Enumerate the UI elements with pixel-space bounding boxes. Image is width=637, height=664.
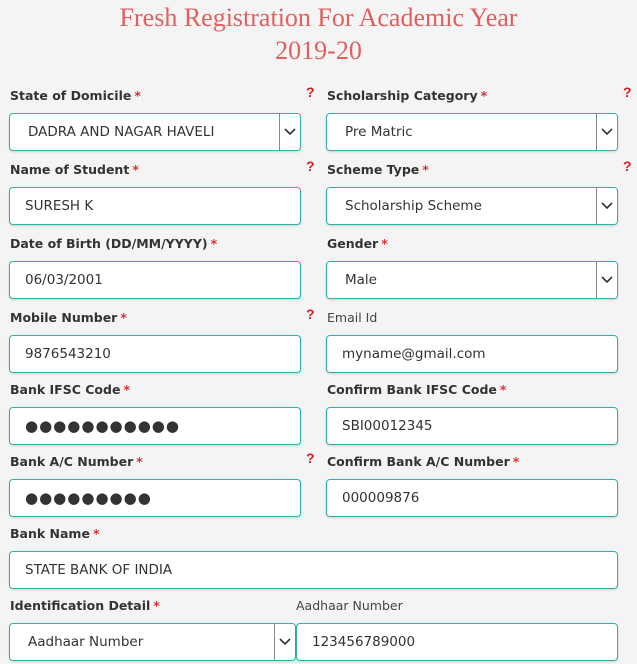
gender-label: Gender * [327, 236, 388, 251]
help-icon[interactable]: ? [623, 158, 632, 174]
scholarship-category-label: Scholarship Category * [327, 88, 488, 103]
scheme-type-select[interactable] [326, 187, 618, 225]
chevron-down-icon[interactable] [596, 114, 617, 150]
bank-name-label: Bank Name * [10, 526, 100, 541]
confirm-bank-ac-number-label: Confirm Bank A/C Number * [327, 454, 520, 469]
gender-select[interactable] [326, 261, 618, 299]
email-id-input[interactable]: myname@gmail.com [326, 335, 618, 373]
scheme-type-label: Scheme Type * [327, 162, 429, 177]
help-icon[interactable]: ? [306, 306, 315, 322]
help-icon[interactable]: ? [623, 84, 632, 100]
email-id-label: Email Id [327, 310, 378, 325]
bank-ac-number-label: Bank A/C Number * [10, 454, 143, 469]
confirm-bank-ac-number-input[interactable]: 000009876 [326, 479, 618, 517]
state-of-domicile-select[interactable] [9, 113, 301, 151]
identification-detail-value: Aadhaar Number [28, 634, 144, 650]
scholarship-category-value: Pre Matric [345, 124, 413, 140]
aadhaar-number-input[interactable]: 123456789000 [296, 623, 618, 661]
bank-ifsc-input[interactable]: ●●●●●●●●●●● [9, 407, 301, 445]
date-of-birth-input[interactable]: 06/03/2001 [9, 261, 301, 299]
confirm-bank-ifsc-input[interactable]: SBI00012345 [326, 407, 618, 445]
chevron-down-icon[interactable] [279, 114, 300, 150]
gender-value: Male [345, 272, 377, 288]
name-of-student-label: Name of Student * [10, 162, 139, 177]
bank-name-input[interactable]: STATE BANK OF INDIA [9, 551, 618, 589]
confirm-bank-ifsc-label: Confirm Bank IFSC Code * [327, 382, 507, 397]
date-of-birth-label: Date of Birth (DD/MM/YYYY) * [10, 236, 218, 251]
state-of-domicile-value: DADRA AND NAGAR HAVELI [28, 124, 215, 140]
academic-year-title: 2019-20 [275, 36, 362, 65]
name-of-student-input[interactable]: SURESH K [9, 187, 301, 225]
state-of-domicile-label: State of Domicile * [10, 88, 141, 103]
help-icon[interactable]: ? [306, 84, 315, 100]
scheme-type-value: Scholarship Scheme [345, 198, 482, 214]
chevron-down-icon[interactable] [596, 262, 617, 298]
help-icon[interactable]: ? [306, 450, 315, 466]
bank-ifsc-label: Bank IFSC Code * [10, 382, 130, 397]
help-icon[interactable]: ? [306, 158, 315, 174]
chevron-down-icon[interactable] [274, 624, 295, 660]
page-title: Fresh Registration For Academic Year [119, 3, 518, 32]
scholarship-category-select[interactable] [326, 113, 618, 151]
identification-detail-select[interactable] [9, 623, 296, 661]
chevron-down-icon[interactable] [596, 188, 617, 224]
bank-ac-number-input[interactable]: ●●●●●●●●● [9, 479, 301, 517]
aadhaar-number-label: Aadhaar Number [296, 598, 403, 613]
mobile-number-label: Mobile Number * [10, 310, 127, 325]
identification-detail-label: Identification Detail * [10, 598, 160, 613]
mobile-number-input[interactable]: 9876543210 [9, 335, 301, 373]
